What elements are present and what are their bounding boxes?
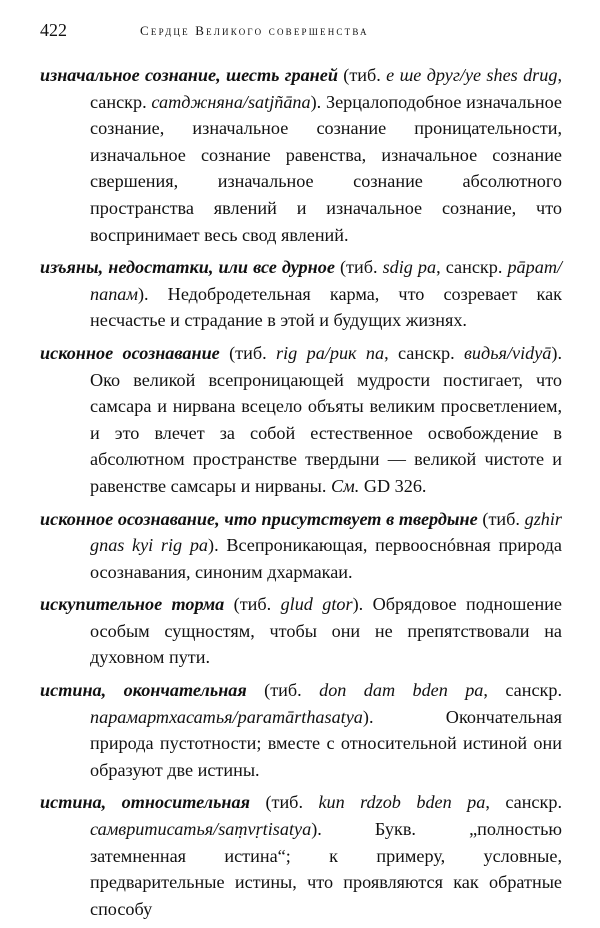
glossary-entry	[40, 677, 562, 783]
entry-text: , санскр.	[485, 792, 562, 813]
headword: исконное осознавание	[40, 342, 220, 363]
headword: искупительное торма	[40, 594, 225, 615]
entry-term: kun rdzob bden pa	[318, 792, 486, 813]
entry-definition: ). Обрядовое подношение особым сущностям, чтобы они не препятствовали на духовном пути.	[90, 594, 562, 668]
entry-definition: ). Окончательная природа пустотности; вместе с относительной истиной они образуют две истины.	[90, 706, 562, 780]
glossary-entry	[40, 254, 562, 334]
entry-term: е ше друг/ye shes drug	[386, 65, 558, 85]
entry-term: don dam bden pa	[319, 680, 484, 701]
glossary-entry	[40, 591, 562, 671]
entry-definition: ). Букв. „полностью затемненная истина“; к примеру, условные, предварительные истины, что проявляются как обратные способу	[90, 819, 562, 919]
entry-term: самвритисатья/saṃvṛtisatya	[90, 819, 312, 840]
entry-term: gzhir gnas kyi rig pa	[90, 508, 563, 556]
entry-text: (тиб.	[224, 594, 281, 615]
entry-text: , санскр.	[436, 257, 508, 278]
headword: истина, окончательная	[40, 680, 247, 701]
glossary-entry	[40, 340, 562, 500]
entry-term: glud gtor	[280, 594, 353, 615]
headword: истина, относительная	[40, 792, 250, 813]
cross-reference: См.	[330, 475, 360, 496]
entry-term: sdig pa	[382, 257, 437, 278]
glossary-entry	[40, 789, 562, 922]
entry-term: парамартхасатья/paramārthasatya	[90, 706, 363, 727]
entry-text: , санскр.	[90, 65, 562, 112]
entry-term: видья/vidyā	[464, 342, 552, 363]
page-header	[40, 20, 562, 44]
entry-definition: ). Всепроникающая, первооснóвная природа осознавания, синоним дхармакаи.	[90, 535, 562, 582]
entry-text: (тиб.	[337, 65, 387, 85]
glossary-entry	[40, 506, 562, 586]
headword: изначальное сознание, шесть граней	[40, 65, 338, 85]
page-number: 422	[40, 20, 67, 40]
headword: изъяны, недостатки, или все дурное	[40, 257, 335, 278]
entry-text: , санскр.	[384, 342, 465, 363]
entry-term: pāpam/папам	[90, 257, 562, 304]
glossary-body	[40, 62, 562, 928]
entry-text: (тиб.	[334, 257, 383, 278]
entry-term: rig pa/рик па	[276, 342, 385, 363]
entry-text: (тиб.	[246, 680, 320, 701]
entry-text: , санскр.	[483, 680, 562, 701]
entry-definition: ). Око великой всепроницающей мудрости постигает, что самсара и нирвана всецело объяты великим просветлением, и это влечет за собой естественное освобождение в абсолютном пространстве твердыни — великой чистоте и равенстве самсары и нирваны.	[90, 342, 562, 496]
running-title: Сердце Великого совершенства	[140, 23, 369, 38]
headword: исконное осознавание, что присутствует в твердыне	[40, 508, 478, 529]
entry-definition: ). Зерцалоподобное изначальное сознание, изначальное сознание проницательности, изначальное сознание равенства, изначальное сознание свершения, изначальное сознание абсолютного пространства явлений и изначальное сознание, что воспринимает весь свод явлений.	[90, 91, 562, 245]
entry-term: сатджняна/satjñāna	[151, 91, 311, 112]
entry-text: (тиб.	[219, 342, 277, 363]
entry-text: (тиб.	[250, 792, 319, 813]
entry-definition: ). Недобродетельная карма, что созревает как несчастье и страдание в этой и будущих жизнях.	[90, 283, 562, 331]
reference-source: GD 326.	[359, 475, 427, 496]
entry-text: (тиб.	[477, 508, 525, 529]
glossary-entry	[40, 62, 562, 248]
